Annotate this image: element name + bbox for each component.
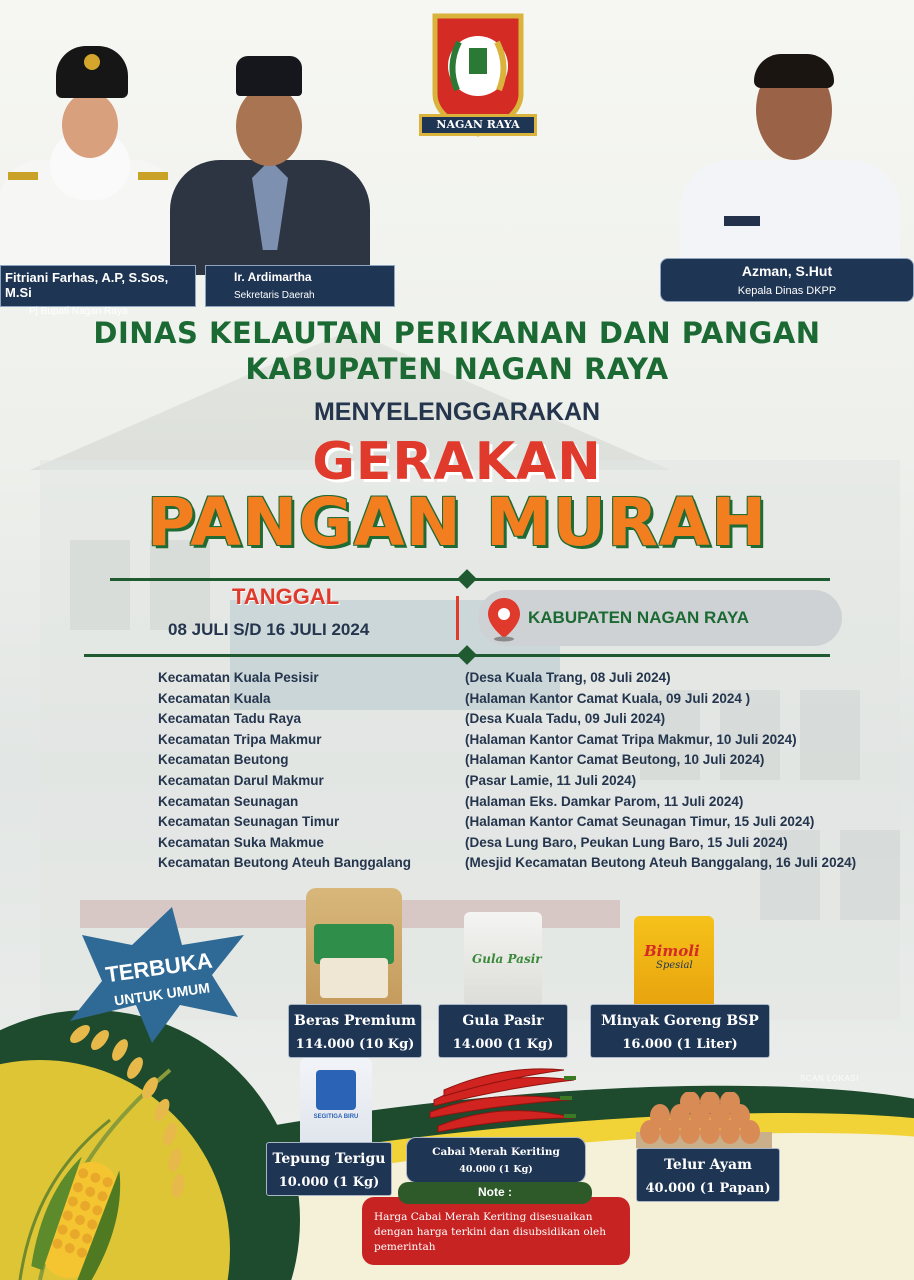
beras-premium-image	[306, 888, 402, 1010]
heading-dinas: DINAS KELAUTAN PERIKANAN DAN PANGAN	[93, 316, 821, 350]
schedule-row	[158, 855, 898, 876]
official-role: Sekretaris Daerah	[234, 290, 315, 301]
minyak-goreng-image	[634, 916, 714, 1010]
official-photo-bupati	[0, 40, 175, 270]
official-role: Kepala Dinas DKPP	[737, 285, 837, 297]
heading-gerakan: GERAKAN	[312, 432, 602, 492]
price-card-beras	[288, 1004, 422, 1058]
product-price: 114.000 (10 Kg)	[295, 1037, 415, 1052]
schedule-row	[158, 711, 898, 732]
product-name: Telur Ayam	[664, 1157, 752, 1173]
product-name: Minyak Goreng BSP	[601, 1013, 759, 1029]
schedule-kecamatan: Kecamatan Kuala Pesisir	[158, 670, 319, 685]
official-name: Azman, S.Hut	[741, 263, 833, 279]
cabai-merah-image	[424, 1060, 580, 1140]
schedule-row	[158, 691, 898, 712]
tepung-pack-label: SEGITIGA BIRU	[313, 1114, 359, 1120]
schedule-kecamatan: Kecamatan Beutong	[158, 752, 289, 768]
schedule-row	[158, 794, 898, 815]
minyak-pack-sub: Spesial	[656, 960, 693, 971]
schedule-row	[158, 814, 898, 835]
heading-menyelenggarakan: MENYELENGGARAKAN	[313, 398, 601, 426]
schedule-row	[158, 670, 898, 691]
schedule-lokasi: (Desa Lung Baro, Peukan Lung Baro, 15 Juli 2024)	[465, 834, 788, 850]
heading-pangan-murah: PANGAN MURAH	[146, 484, 768, 561]
note-title: Note :	[398, 1182, 592, 1204]
product-price: 10.000 (1 Kg)	[278, 1175, 380, 1190]
official-card-sekda	[205, 265, 395, 307]
product-price: 40.000 (1 Papan)	[645, 1181, 771, 1196]
schedule-kecamatan: Kecamatan Tripa Makmur	[158, 731, 322, 747]
location-text: KABUPATEN NAGAN RAYA	[528, 608, 750, 627]
schedule-kecamatan: Kecamatan Seunagan Timur	[158, 814, 340, 830]
schedule-lokasi: (Mesjid Kecamatan Beutong Ateuh Banggalang, 16 Juli 2024)	[465, 855, 857, 871]
product-price: 16.000 (1 Liter)	[622, 1037, 738, 1052]
gula-pasir-image	[464, 912, 542, 1006]
official-card-kadis	[660, 258, 914, 302]
schedule-row	[158, 752, 898, 773]
schedule-lokasi: (Halaman Kantor Camat Beutong, 10 Juli 2024)	[465, 752, 765, 768]
product-name: Cabai Merah Keriting	[432, 1146, 560, 1158]
heading-kabupaten: KABUPATEN NAGAN RAYA	[245, 352, 669, 386]
schedule-lokasi: (Desa Kuala Trang, 08 Juli 2024)	[465, 670, 671, 685]
logo-text: NAGAN RAYA	[436, 118, 520, 131]
tanggal-value: 08 JULI S/D 16 JULI 2024	[168, 620, 370, 639]
note-box	[362, 1197, 630, 1265]
price-card-tepung	[266, 1142, 392, 1196]
product-name: Tepung Terigu	[272, 1151, 386, 1167]
tepung-terigu-image	[300, 1058, 372, 1150]
note-text: Harga Cabai Merah Keriting disesuaikan dengan harga terkini dan disubsidikan oleh pemerintah	[374, 1211, 607, 1254]
schedule-lokasi: (Pasar Lamie, 11 Juli 2024)	[465, 772, 637, 788]
gula-pack-label: Gula Pasir	[472, 952, 542, 966]
price-card-gula	[438, 1004, 568, 1058]
official-photo-sekda	[170, 50, 370, 275]
schedule-row	[158, 732, 898, 753]
official-name: Ir. Ardimartha	[234, 270, 312, 284]
price-card-minyak	[590, 1004, 770, 1058]
official-photo-kadis	[680, 40, 900, 265]
product-price: 14.000 (1 Kg)	[452, 1037, 554, 1052]
schedule-lokasi: (Halaman Eks. Damkar Parom, 11 Juli 2024)	[465, 793, 744, 809]
schedule-kecamatan: Kecamatan Darul Makmur	[158, 772, 324, 788]
product-name: Beras Premium	[294, 1013, 416, 1029]
schedule-row	[158, 773, 898, 794]
telur-ayam-image	[632, 1092, 776, 1152]
schedule-kecamatan: Kecamatan Beutong Ateuh Banggalang	[158, 855, 412, 871]
schedule-kecamatan: Kecamatan Tadu Raya	[158, 711, 302, 727]
rice-corn-decoration	[0, 1010, 230, 1280]
price-card-telur	[636, 1148, 780, 1202]
schedule-lokasi: (Halaman Kantor Camat Kuala, 09 Juli 2024 )	[465, 690, 751, 706]
schedule-kecamatan: Kecamatan Kuala	[158, 690, 271, 706]
schedule-row	[158, 835, 898, 856]
official-name: Fitriani Farhas, A.P, S.Sos, M.Si	[5, 270, 169, 300]
price-card-cabai	[406, 1137, 586, 1183]
product-name: Gula Pasir	[462, 1013, 544, 1029]
schedule-kecamatan: Kecamatan Suka Makmue	[158, 834, 324, 850]
official-role: Pj Bupati Nagan Raya	[29, 306, 128, 317]
schedule-lokasi: (Halaman Kantor Camat Seunagan Timur, 15 Juli 2024)	[465, 814, 815, 830]
product-price: 40.000 (1 Kg)	[459, 1164, 533, 1175]
separator-bar	[456, 596, 459, 640]
location-pin-icon	[484, 596, 524, 642]
schedule-lokasi: (Halaman Kantor Camat Tripa Makmur, 10 Juli 2024)	[465, 731, 797, 747]
scan-lokasi-label: SCAN LOKASI	[800, 1074, 859, 1083]
badge-terbuka: TERBUKA	[103, 947, 214, 988]
schedule-list	[158, 670, 898, 876]
official-card-bupati	[0, 265, 196, 317]
schedule-kecamatan: Kecamatan Seunagan	[158, 793, 299, 809]
schedule-lokasi: (Desa Kuala Tadu, 09 Juli 2024)	[465, 711, 666, 727]
tanggal-label: TANGGAL	[232, 584, 340, 609]
badge-untuk-umum: UNTUK UMUM	[113, 979, 211, 1009]
minyak-pack-label: Bimoli	[644, 942, 700, 960]
